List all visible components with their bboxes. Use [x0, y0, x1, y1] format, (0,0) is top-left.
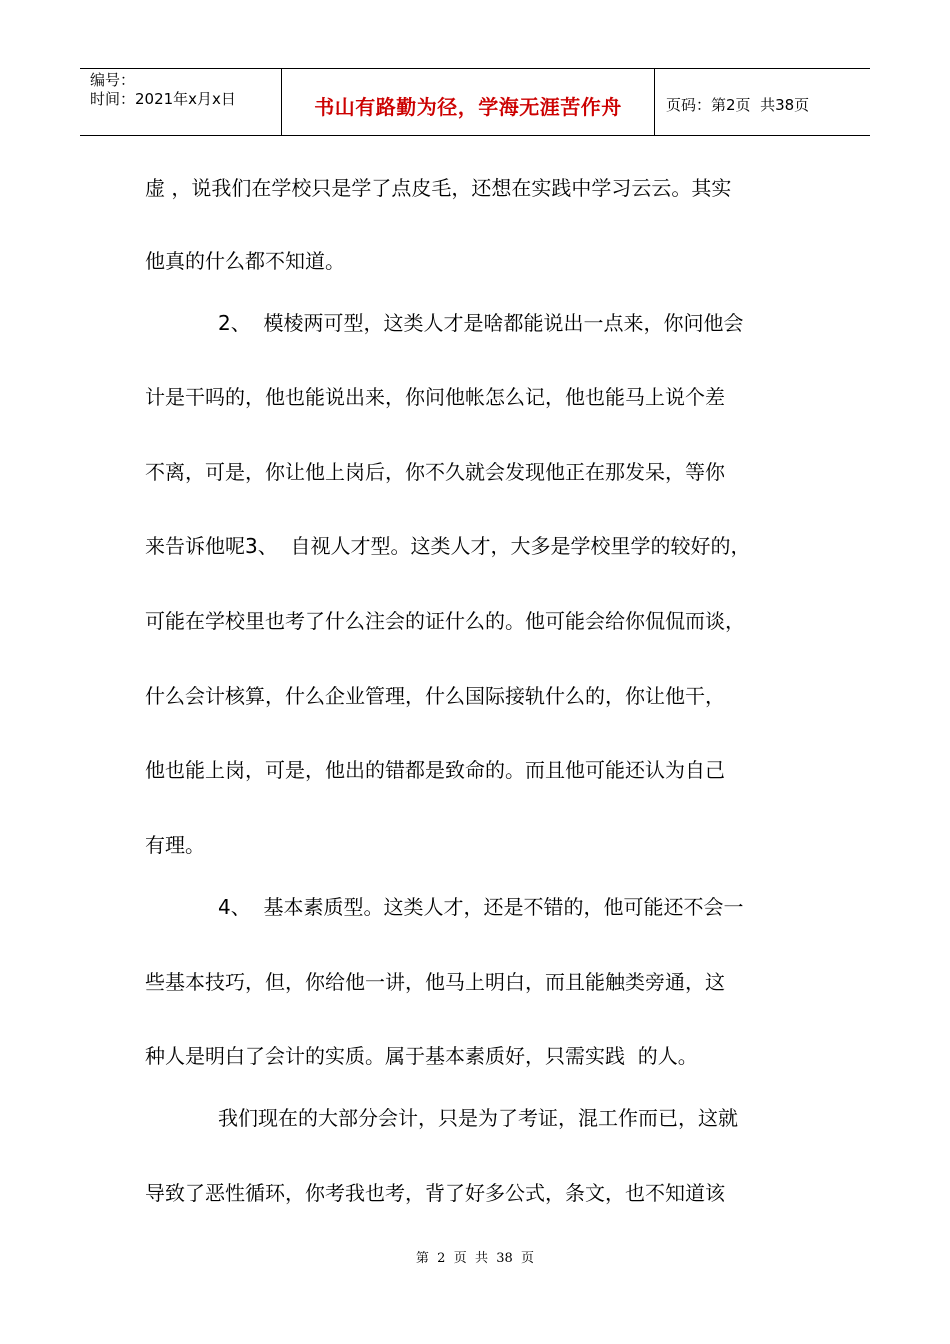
text-line: 不离，可是，你让他上岗后，你不久就会发现他正在那发呆，等你 [145, 460, 725, 484]
text-line: 2、 模棱两可型，这类人才是啥都能说出一点来，你问他会 [218, 311, 744, 335]
text-line: 什么会计核算，什么企业管理，什么国际接轨什么的，你让他干， [145, 684, 725, 708]
text-line: 导致了恶性循环，你考我也考，背了好多公式，条文，也不知道该 [145, 1181, 725, 1205]
text-line: 他也能上岗，可是，他出的错都是致命的。而且他可能还认为自己 [145, 758, 725, 782]
document-date-label: 时间：2021年x月x日 [90, 90, 236, 108]
header-meta [90, 71, 236, 109]
text-line: 些基本技巧，但，你给他一讲，他马上明白，而且能触类旁通，这 [145, 970, 725, 994]
text-line: 虚 ，说我们在学校只是学了点皮毛，还想在实践中学习云云。其实 [145, 176, 732, 200]
text-line: 他真的什么都不知道。 [145, 249, 345, 273]
text-line: 有理。 [145, 833, 205, 857]
text-line: 4、 基本素质型。这类人才，还是不错的，他可能还不会一 [218, 895, 744, 919]
document-number-label: 编号： [90, 71, 136, 89]
text-line: 我们现在的大部分会计，只是为了考证，混工作而已，这就 [218, 1106, 738, 1130]
header-motto: 书山有路勤为径，学海无涯苦作舟 [314, 95, 622, 119]
text-line: 种人是明白了会计的实质。属于基本素质好，只需实践 的人。 [145, 1044, 698, 1068]
page-header [80, 68, 870, 136]
header-divider-right [654, 69, 655, 136]
text-line: 来告诉他呢3、 自视人才型。这类人才，大多是学校里学的较好的， [145, 534, 751, 558]
header-page-info: 页码：第2页 共38页 [666, 96, 810, 114]
text-line: 可能在学校里也考了什么注会的证什么的。他可能会给你侃侃而谈， [145, 609, 745, 633]
page-footer: 第 2 页 共 38 页 [415, 1251, 535, 1266]
text-line: 计是干吗的，他也能说出来，你问他帐怎么记，他也能马上说个差 [145, 385, 725, 409]
